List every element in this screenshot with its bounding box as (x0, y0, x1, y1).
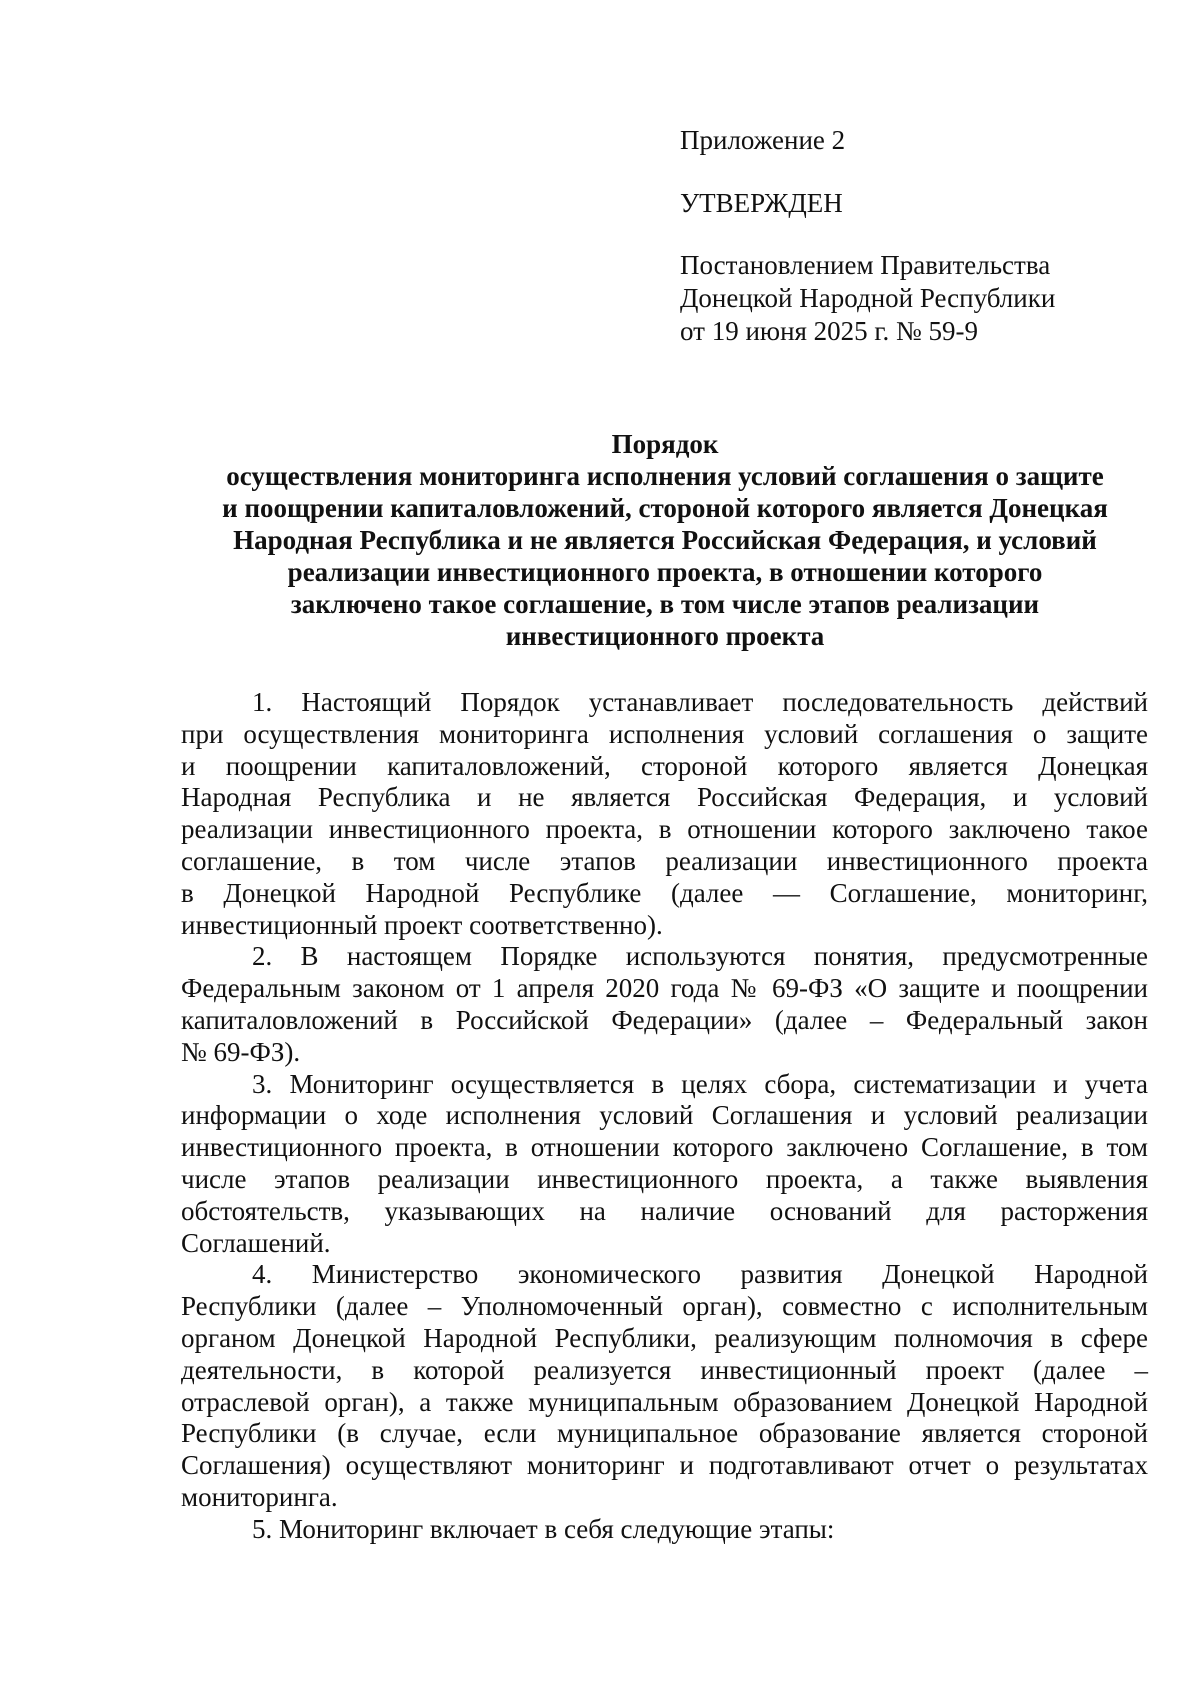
decree-reference (680, 249, 1150, 348)
paragraph-line: Республики (далее – Уполномоченный орган), совместно с исполнительным (181, 1291, 1148, 1322)
paragraph-line: № 69-ФЗ). (181, 1036, 301, 1067)
paragraph-1 (181, 687, 1148, 941)
paragraph-line: Соглашения) осуществляют мониторинг и подготавливают отчет о результатах (181, 1450, 1148, 1481)
paragraph-line: Республики (в случае, если муниципальное образование является стороной (181, 1418, 1148, 1449)
paragraph-line: 5. Мониторинг включает в себя следующие этапы: (252, 1513, 835, 1544)
paragraph-line: органом Донецкой Народной Республики, реализующим полномочия в сфере (181, 1322, 1148, 1353)
paragraph-line: 4. Министерство экономического развития Донецкой Народной (252, 1259, 1148, 1290)
decree-line: Донецкой Народной Республики (680, 283, 1056, 313)
title-line: реализации инвестиционного проекта, в отношении которого (287, 557, 1043, 587)
title-line: и поощрении капиталовложений, стороной которого является Донецкая (222, 493, 1108, 523)
approved-label: УТВЕРЖДЕН (680, 188, 843, 218)
paragraph-5 (181, 1514, 1148, 1546)
paragraph-line: в Донецкой Народной Республике (далее — Соглашение, мониторинг, (181, 877, 1148, 908)
paragraph-line: Федеральным законом от 1 апреля 2020 года № 69-ФЗ «О защите и поощрении (181, 973, 1148, 1004)
title-line: Порядок (611, 429, 719, 459)
paragraph-line: реализации инвестиционного проекта, в отношении которого заключено такое (181, 814, 1148, 845)
document-title (180, 428, 1150, 652)
title-line: заключено такое соглашение, в том числе этапов реализации (290, 589, 1040, 619)
paragraph-line: деятельности, в которой реализуется инвестиционный проект (далее – (181, 1354, 1148, 1385)
paragraph-line: отраслевой орган), а также муниципальным образованием Донецкой Народной (181, 1386, 1148, 1417)
paragraph-line: Народная Республика и не является Российская Федерация, и условий (181, 782, 1148, 813)
paragraph-line: обстоятельств, указывающих на наличие оснований для расторжения (181, 1195, 1148, 1226)
paragraph-line: 1. Настоящий Порядок устанавливает последовательность действий (252, 687, 1148, 717)
paragraph-line: информации о ходе исполнения условий Соглашения и условий реализации (181, 1100, 1148, 1131)
paragraph-line: числе этапов реализации инвестиционного проекта, а также выявления (181, 1163, 1148, 1194)
paragraph-line: 3. Мониторинг осуществляется в целях сбора, систематизации и учета (252, 1068, 1148, 1099)
paragraph-line: соглашение, в том числе этапов реализации инвестиционного проекта (181, 845, 1148, 876)
paragraph-line: инвестиционного проекта, в отношении которого заключено Соглашение, в том (181, 1132, 1148, 1163)
title-line: инвестиционного проекта (505, 621, 825, 651)
paragraph-line: капиталовложений в Российской Федерации» (далее – Федеральный закон (181, 1004, 1148, 1035)
paragraph-line: при осуществления мониторинга исполнения условий соглашения о защите (181, 718, 1148, 749)
paragraph-3 (181, 1069, 1148, 1260)
paragraph-2 (181, 941, 1148, 1068)
paragraph-line: Соглашений. (181, 1227, 331, 1258)
decree-line: от 19 июня 2025 г. № 59-9 (680, 316, 978, 346)
approval-block (680, 124, 1150, 348)
paragraph-line: и поощрении капиталовложений, стороной которого является Донецкая (181, 750, 1148, 781)
document-body (181, 687, 1148, 1546)
title-line: Народная Республика и не является Российская Федерация, и условий (233, 525, 1097, 555)
title-line: осуществления мониторинга исполнения условий соглашения о защите (226, 461, 1104, 491)
paragraph-line: инвестиционный проект соответственно). (181, 909, 663, 940)
paragraph-line: 2. В настоящем Порядке используются понятия, предусмотренные (252, 941, 1148, 972)
paragraph-4 (181, 1259, 1148, 1513)
paragraph-line: мониторинга. (181, 1481, 338, 1512)
appendix-label: Приложение 2 (680, 125, 846, 155)
decree-line: Постановлением Правительства (680, 250, 1051, 280)
